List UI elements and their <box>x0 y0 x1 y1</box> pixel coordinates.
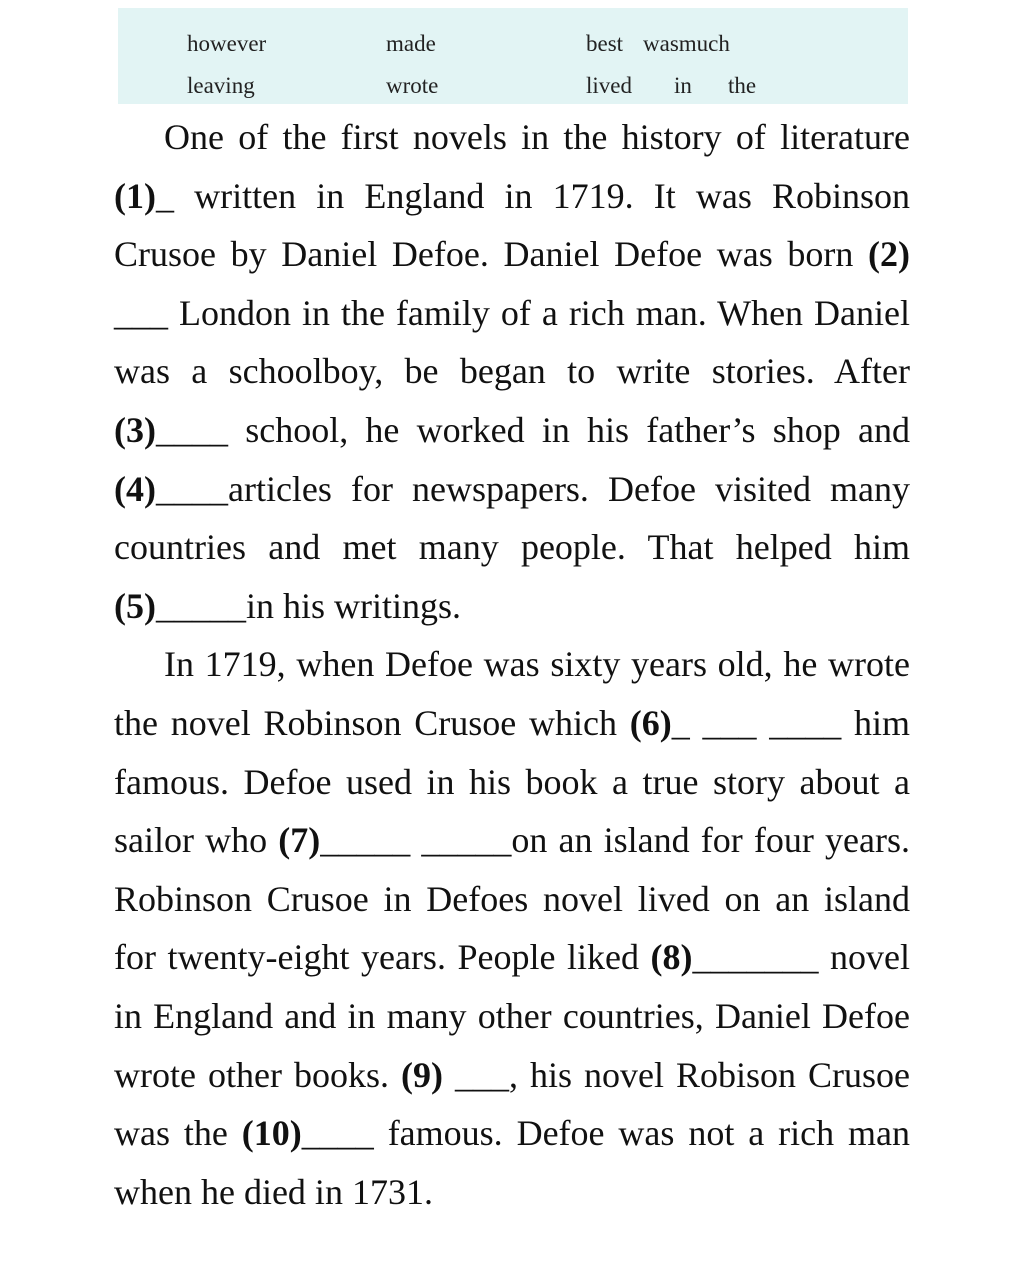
blank-3: ____ <box>155 409 228 450</box>
word-bank-item: however <box>187 31 267 56</box>
blank-number-6: (6) <box>629 702 672 743</box>
blank-5: _____ <box>155 585 246 626</box>
article-text <box>114 108 910 1221</box>
word-bank-item: wrote <box>386 73 439 98</box>
blank-number-1: (1) <box>114 175 156 216</box>
blank-number-4: (4) <box>114 468 156 509</box>
text-span: school, he worked in his father’s shop and <box>227 409 910 450</box>
paragraph-1 <box>114 108 910 635</box>
text-span: in his writings. <box>245 585 461 626</box>
text-span: In 1719, when Defoe was sixty years old, he wrote the novel Robinson Crusoe which <box>114 644 910 743</box>
blank-9: ___ <box>442 1054 509 1095</box>
word-bank-item: best <box>586 31 624 56</box>
blank-10: ____ <box>301 1113 374 1154</box>
blank-1: _ <box>155 175 174 216</box>
blank-6: _ ___ ____ <box>671 702 842 743</box>
text-span: him famous. Defoe used in his book a true story about a sailor who <box>114 702 910 861</box>
blank-number-2: (2) <box>868 234 910 275</box>
text-span: on an island for four years. Robinson Crusoe in Defoes novel lived on an island for twenty-eight years. People liked <box>114 820 910 978</box>
blank-number-10: (10) <box>241 1113 302 1154</box>
blank-8: _______ <box>692 937 819 978</box>
word-bank-item: the <box>728 73 757 98</box>
text-span: written in England in 1719. It was Robinson Crusoe by Daniel Defoe. Daniel Defoe was born <box>114 175 910 275</box>
blank-4: ____ <box>155 468 228 509</box>
text-span: novel in England and in many other countries, Daniel Defoe wrote other books. <box>114 937 910 1095</box>
blank-7: _____ _____ <box>320 820 512 861</box>
text-span: London in the family of a rich man. When Daniel was a schoolboy, be began to write stories. After <box>114 292 910 392</box>
word-bank-item: wasmuch <box>643 31 730 56</box>
blank-number-7: (7) <box>278 820 321 861</box>
word-bank-item: made <box>386 31 436 56</box>
text-span: , his novel Robison Crusoe was the <box>114 1054 910 1154</box>
blank-number-8: (8) <box>650 937 693 978</box>
word-bank-item: lived <box>586 73 632 98</box>
blank-2: ___ <box>114 292 168 333</box>
word-bank <box>118 8 908 104</box>
text-span: One of the first novels in the history of literature <box>164 117 910 157</box>
blank-number-3: (3) <box>114 409 156 450</box>
blank-number-5: (5) <box>114 585 156 626</box>
word-bank-item: leaving <box>187 73 255 98</box>
text-span: famous. Defoe was not a rich man when he died in 1731. <box>114 1113 910 1212</box>
blank-number-9: (9) <box>400 1054 443 1095</box>
paragraph-2 <box>114 635 910 1221</box>
text-span: articles for newspapers. Defoe visited many countries and met many people. That helped him <box>114 468 910 568</box>
word-bank-item: in <box>674 73 692 98</box>
